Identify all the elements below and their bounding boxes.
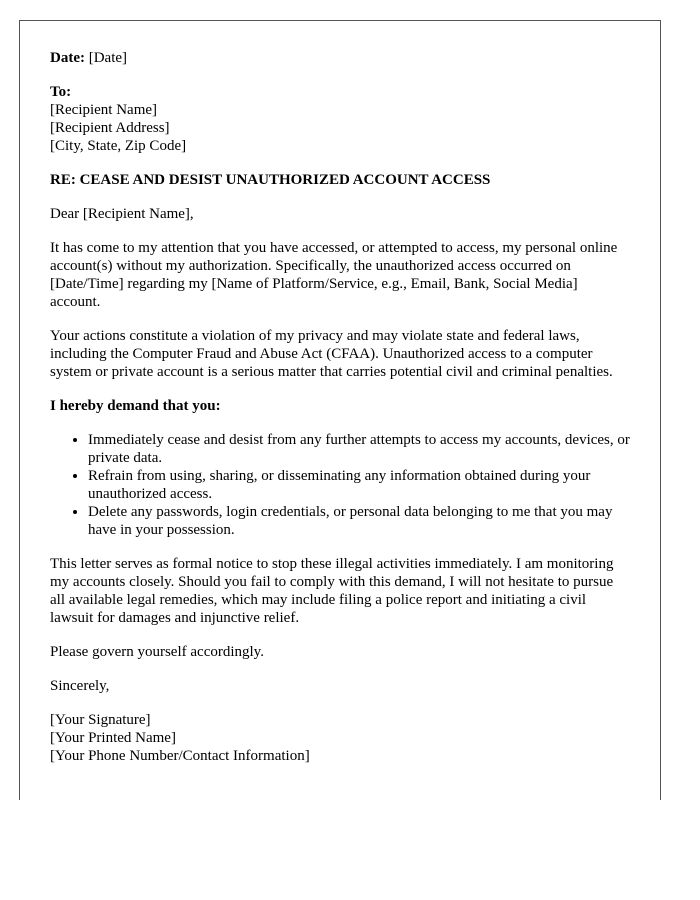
paragraph-formal-notice: This letter serves as formal notice to stop these illegal activities immediately. I am monitoring my accounts closely. Should you fail to comply with this demand, I will not hesitate to pursue all available legal remedies, which may include filing a police report and initiating a civil lawsuit for damages and injunctive relief.: [50, 556, 614, 626]
demand-item: • Delete any passwords, login credentials, or personal data belonging to me that you may have in your possession.: [88, 503, 630, 539]
recipient-name: [Recipient Name]: [50, 102, 158, 118]
recipient-address: [Recipient Address]: [50, 120, 170, 136]
paragraph-attention: It has come to my attention that you have accessed, or attempted to access, my personal online account(s) without my authorization. Specifically, the unauthorized access occurred on [Date/Time] regarding my [Name of Platform/Service, e.g., Email, Bank, Social Media] account.: [50, 240, 618, 310]
date-line: [50, 49, 630, 67]
sign-off: Sincerely,: [50, 678, 110, 694]
date-value: [Date]: [84, 50, 128, 66]
letter-page: [19, 20, 661, 800]
govern-line: Please govern yourself accordingly.: [50, 644, 264, 660]
demand-list: [50, 431, 630, 539]
demand-item: • Refrain from using, sharing, or disseminating any information obtained during your unauthorized access.: [88, 467, 630, 503]
recipient-city-state-zip: [City, State, Zip Code]: [50, 138, 187, 154]
to-label: To:: [50, 84, 72, 100]
salutation: Dear [Recipient Name],: [50, 206, 194, 222]
paragraph-violation: Your actions constitute a violation of my privacy and may violate state and federal laws, including the Computer Fraud and Abuse Act (CFAA). Unauthorized access to a computer system or private account is a serious matter that carries potential civil and criminal penalties.: [50, 328, 613, 380]
signature-placeholder: [Your Signature]: [50, 712, 151, 728]
contact-info-placeholder: [Your Phone Number/Contact Information]: [50, 748, 310, 764]
demand-item: • Immediately cease and desist from any further attempts to access my accounts, devices, or private data.: [88, 431, 630, 467]
signature-block: [50, 711, 630, 765]
subject-line: RE: CEASE AND DESIST UNAUTHORIZED ACCOUNT ACCESS: [50, 172, 491, 188]
recipient-block: [50, 83, 630, 155]
demand-heading: I hereby demand that you:: [50, 398, 221, 414]
printed-name-placeholder: [Your Printed Name]: [50, 730, 176, 746]
date-label: Date:: [50, 50, 85, 66]
